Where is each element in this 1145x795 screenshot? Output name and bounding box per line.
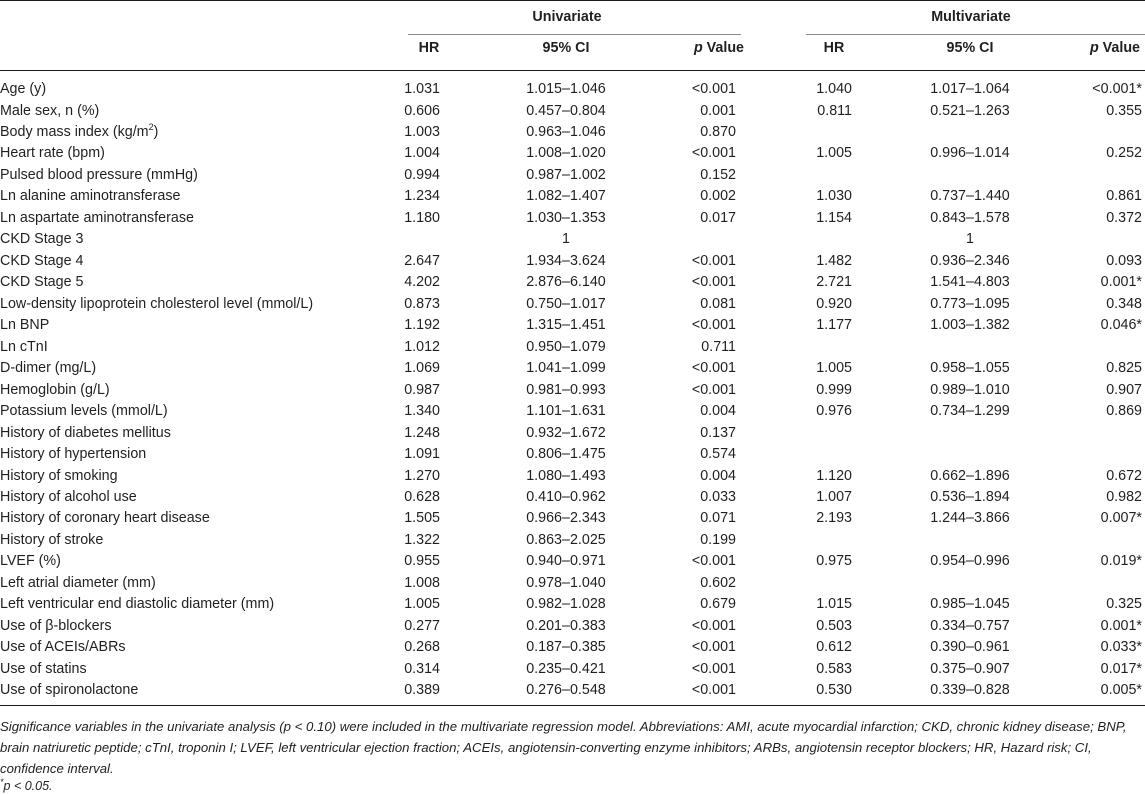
cell-multivariate-ci: 0.737–1.440 [930, 188, 1010, 205]
top-rule [0, 0, 1145, 1]
cell-univariate-hr: 1.270 [404, 467, 440, 484]
cell-multivariate-p: 0.355 [1106, 102, 1142, 119]
cell-multivariate-ci [895, 423, 1045, 444]
cell-multivariate-p [1040, 444, 1142, 465]
cell-multivariate-ci [895, 165, 1045, 186]
cell-univariate-hr: 1.180 [404, 209, 440, 226]
cell-univariate-hr: 1.091 [404, 446, 440, 462]
cell-univariate-hr [392, 229, 440, 250]
cell-univariate-hr: 0.606 [404, 102, 440, 119]
column-header-multivariate-hr: HR [823, 40, 845, 56]
significance-text: p < 0.05. [3, 779, 53, 793]
cell-univariate-hr: 1.248 [404, 424, 440, 441]
cell-univariate-ci: 0.187–0.385 [526, 639, 606, 656]
row-label-text: D-dimer (mg/L) [0, 360, 97, 377]
cell-multivariate-hr [804, 573, 852, 594]
cell-multivariate-hr [804, 530, 852, 551]
cell-univariate-ci: 0.966–2.343 [526, 510, 606, 527]
cell-univariate-p: 0.679 [700, 596, 736, 613]
group-underline-univariate [408, 34, 741, 35]
cell-univariate-ci: 0.276–0.548 [526, 682, 606, 699]
cell-univariate-ci: 1.082–1.407 [526, 188, 606, 205]
cell-multivariate-p: 0.005* [1100, 682, 1142, 699]
cell-univariate-p: 0.004 [700, 403, 736, 419]
row-label-text: LVEF (%) [0, 553, 61, 570]
cell-multivariate-p [1040, 337, 1142, 358]
cell-multivariate-p: 0.861 [1106, 188, 1142, 205]
cell-univariate-ci: 0.932–1.672 [526, 424, 606, 441]
cell-multivariate-p: 0.672 [1106, 467, 1142, 484]
cell-univariate-hr: 2.647 [404, 252, 440, 269]
row-label-text: Left ventricular end diastolic diameter (mm) [0, 596, 275, 613]
cell-multivariate-hr [804, 165, 852, 186]
row-label [0, 315, 49, 336]
cell-multivariate-hr: 0.503 [816, 617, 852, 634]
cell-multivariate-ci: 0.536–1.894 [930, 488, 1010, 505]
cell-univariate-hr: 1.505 [404, 510, 440, 527]
cell-univariate-ci: 1.015–1.046 [526, 81, 606, 97]
cell-univariate-p: 0.602 [700, 574, 736, 591]
row-label-text: CKD Stage 4 [0, 252, 84, 269]
cell-multivariate-p: 0.869 [1106, 403, 1142, 419]
cell-univariate-p: 0.002 [700, 188, 736, 205]
row-label [0, 508, 210, 529]
cell-multivariate-hr: 1.154 [816, 209, 852, 226]
cell-multivariate-hr: 0.811 [817, 102, 852, 119]
cell-univariate-hr: 1.004 [404, 145, 440, 162]
cell-univariate-p: <0.001 [691, 274, 736, 291]
cell-univariate-ci: 0.987–1.002 [526, 166, 606, 183]
cell-multivariate-p: 0.982 [1106, 488, 1142, 505]
cell-multivariate-p: 0.325 [1106, 596, 1142, 613]
cell-univariate-p: <0.001 [691, 639, 736, 656]
row-label [0, 229, 83, 250]
cell-multivariate-ci: 0.662–1.896 [930, 467, 1010, 484]
cell-multivariate-hr: 1.177 [816, 317, 852, 334]
cell-univariate-hr: 0.873 [404, 295, 440, 312]
row-label [0, 444, 146, 465]
cell-univariate-p: 0.870 [700, 123, 736, 140]
cell-univariate-p: <0.001 [691, 660, 736, 677]
row-label-text: Ln aspartate aminotransferase [0, 209, 194, 226]
row-label-superscript: 2 [148, 122, 154, 133]
cell-univariate-p: 0.711 [701, 338, 736, 355]
cell-multivariate-p [1040, 165, 1142, 186]
row-label-text: Ln BNP [0, 317, 50, 334]
cell-multivariate-ci [895, 444, 1045, 465]
cell-univariate-p: 0.199 [700, 531, 736, 548]
cell-univariate-ci: 0.982–1.028 [526, 596, 606, 613]
cell-multivariate-hr: 0.999 [816, 381, 852, 398]
cell-multivariate-hr: 1.007 [816, 488, 852, 505]
column-header-univariate-p: p Value [693, 40, 744, 56]
cell-multivariate-ci: 0.985–1.045 [930, 596, 1010, 613]
cell-univariate-hr: 1.340 [404, 403, 440, 419]
cell-univariate-hr: 1.003 [404, 123, 440, 140]
row-label-text: Male sex, n (%) [0, 102, 100, 119]
cell-univariate-ci: 0.863–2.025 [526, 531, 606, 548]
cell-univariate-p: 0.004 [700, 467, 736, 484]
cell-univariate-p: 0.001 [700, 102, 736, 119]
cell-multivariate-ci [895, 573, 1045, 594]
cell-univariate-hr: 0.994 [404, 166, 440, 183]
cell-multivariate-ci [895, 122, 1045, 143]
cell-multivariate-hr: 2.721 [816, 274, 852, 291]
row-label [0, 659, 87, 680]
row-label [0, 680, 138, 701]
cell-univariate-hr: 0.987 [404, 381, 440, 398]
significance-note [0, 778, 1140, 795]
column-header-multivariate-p: p Value [1089, 40, 1140, 56]
cell-multivariate-ci: 0.989–1.010 [930, 381, 1010, 398]
row-label-text: Use of β-blockers [0, 617, 112, 634]
row-label-text: CKD Stage 5 [0, 274, 84, 291]
cell-multivariate-hr: 0.583 [816, 660, 852, 677]
cell-univariate-ci: 0.806–1.475 [526, 446, 606, 462]
row-label [0, 294, 313, 315]
cell-multivariate-ci: 0.773–1.095 [930, 295, 1010, 312]
row-label [0, 380, 110, 401]
row-label-text: Use of ACEIs/ABRs [0, 639, 126, 656]
cell-univariate-p: <0.001 [691, 81, 736, 97]
cell-univariate-hr: 1.234 [404, 188, 440, 205]
header-rule [0, 70, 1145, 71]
group-header-multivariate: Multivariate [931, 9, 1011, 25]
cell-univariate-hr: 0.628 [404, 488, 440, 505]
cell-univariate-p: <0.001 [691, 617, 736, 634]
cell-univariate-ci: 0.750–1.017 [526, 295, 606, 312]
cell-multivariate-hr: 0.975 [816, 553, 852, 570]
row-label-text: Hemoglobin (g/L) [0, 381, 110, 398]
cell-univariate-hr: 1.192 [404, 317, 440, 334]
cell-multivariate-ci [895, 530, 1045, 551]
cell-univariate-p: <0.001 [691, 145, 736, 162]
cell-univariate-hr: 1.031 [404, 81, 440, 97]
cell-multivariate-ci: 1 [966, 231, 974, 248]
cell-univariate-hr: 0.277 [404, 617, 440, 634]
cell-multivariate-hr: 0.920 [816, 295, 852, 312]
row-label [0, 165, 198, 186]
cell-multivariate-ci: 0.996–1.014 [930, 145, 1010, 162]
cell-univariate-p: 0.071 [700, 510, 736, 527]
row-label [0, 272, 83, 293]
row-label-text: CKD Stage 3 [0, 231, 84, 248]
cell-multivariate-hr [804, 337, 852, 358]
group-underline-multivariate [806, 34, 1145, 35]
row-label [0, 551, 61, 572]
cell-multivariate-ci: 0.521–1.263 [930, 102, 1010, 119]
cell-multivariate-hr: 0.612 [816, 639, 852, 656]
cell-multivariate-ci: 0.339–0.828 [930, 682, 1010, 699]
cell-univariate-p: 0.033 [700, 488, 736, 505]
cell-univariate-hr: 4.202 [404, 274, 440, 291]
cell-multivariate-p: 0.046* [1100, 317, 1142, 334]
row-label-text: Use of statins [0, 660, 87, 677]
row-label [0, 573, 156, 594]
cell-multivariate-p [1040, 573, 1142, 594]
row-label-text: Age (y) [0, 81, 47, 97]
cell-multivariate-p: 0.019* [1100, 553, 1142, 570]
cell-multivariate-p: <0.001* [1092, 81, 1142, 97]
row-label-text: History of stroke [0, 531, 104, 548]
cell-univariate-ci: 0.410–0.962 [526, 488, 606, 505]
cell-multivariate-p [1040, 122, 1142, 143]
cell-univariate-ci: 1 [562, 231, 570, 248]
row-label-text: Pulsed blood pressure (mmHg) [0, 166, 198, 183]
cell-univariate-ci: 1.934–3.624 [526, 252, 606, 269]
row-label [0, 466, 118, 487]
cell-multivariate-hr: 1.120 [816, 467, 852, 484]
row-label [0, 143, 105, 164]
cell-univariate-hr: 0.389 [404, 682, 440, 699]
cell-multivariate-p [1040, 423, 1142, 444]
cell-univariate-p: 0.017 [700, 209, 736, 226]
row-label-text: Heart rate (bpm) [0, 145, 105, 162]
row-label [0, 594, 274, 615]
row-label [0, 401, 168, 422]
row-label [0, 251, 83, 272]
cell-univariate-p: <0.001 [691, 553, 736, 570]
row-label-text: Ln cTnI [0, 338, 48, 355]
cell-multivariate-p: 0.007* [1100, 510, 1142, 527]
row-label-text: Ln alanine aminotransferase [0, 188, 181, 205]
cell-multivariate-ci [895, 337, 1045, 358]
row-label-text: History of coronary heart disease [0, 510, 210, 527]
row-label [0, 79, 46, 100]
cell-univariate-hr: 0.314 [404, 660, 440, 677]
cell-multivariate-p [1040, 530, 1142, 551]
cell-univariate-ci: 1.041–1.099 [526, 360, 606, 377]
cell-univariate-ci: 0.235–0.421 [526, 660, 606, 677]
row-label-text: History of diabetes mellitus [0, 424, 171, 441]
cell-multivariate-p: 0.372 [1106, 209, 1142, 226]
cell-univariate-p: <0.001 [691, 252, 736, 269]
cell-multivariate-p: 0.907 [1106, 381, 1142, 398]
cell-multivariate-hr: 1.030 [816, 188, 852, 205]
row-label-text: History of smoking [0, 467, 118, 484]
cell-multivariate-ci: 0.375–0.907 [930, 660, 1010, 677]
cell-multivariate-ci: 1.541–4.803 [930, 274, 1010, 291]
row-label [0, 530, 103, 551]
column-header-multivariate-ci: 95% CI [946, 40, 994, 56]
cell-univariate-p: <0.001 [691, 317, 736, 334]
column-header-univariate-ci: 95% CI [542, 40, 590, 56]
cell-univariate-ci: 1.030–1.353 [526, 209, 606, 226]
row-label-text: History of alcohol use [0, 488, 137, 505]
row-label [0, 337, 48, 358]
row-label-text: Body mass index (kg/m [0, 123, 149, 140]
cell-multivariate-hr: 1.005 [816, 145, 852, 162]
cell-multivariate-ci: 0.334–0.757 [930, 617, 1010, 634]
cell-univariate-p: 0.574 [700, 446, 736, 462]
cell-multivariate-ci: 0.390–0.961 [930, 639, 1010, 656]
row-label-end: ) [153, 123, 159, 140]
row-label [0, 637, 126, 658]
cell-multivariate-ci: 1.003–1.382 [930, 317, 1010, 334]
cell-univariate-hr: 1.012 [404, 338, 440, 355]
footnote-text: Significance variables in the univariate analysis (p < 0.10) were included in the multivariate regression model. Abbreviations: AMI, acute myocardial infarction; CKD, chronic kidney disease; BNP, brain natriuretic peptide; cTnI, troponin I; LVEF, left ventricular ejection fraction; ACEIs, angiotensin-converting enzyme inhibitors; ARBs, angiotensin receptor blockers; HR, Hazard risk; CI, confidence interval. [0, 719, 1127, 776]
cell-univariate-ci: 0.981–0.993 [526, 381, 606, 398]
cell-univariate-p: 0.081 [700, 295, 736, 312]
cell-univariate-hr: 1.005 [404, 596, 440, 613]
cell-multivariate-ci: 0.958–1.055 [930, 360, 1010, 377]
cell-univariate-p: <0.001 [691, 682, 736, 699]
cell-multivariate-hr: 1.482 [816, 252, 852, 269]
row-label [0, 423, 171, 444]
row-label-text: Use of spironolactone [0, 682, 139, 699]
cell-univariate-ci: 2.876–6.140 [526, 274, 606, 291]
cell-multivariate-hr [804, 122, 852, 143]
cell-multivariate-hr [804, 423, 852, 444]
row-label-text: History of hypertension [0, 446, 147, 462]
cell-multivariate-hr: 1.040 [816, 81, 852, 97]
cell-univariate-hr: 0.955 [404, 553, 440, 570]
cell-univariate-ci: 1.101–1.631 [526, 403, 606, 419]
cell-univariate-ci: 0.457–0.804 [526, 102, 606, 119]
cell-multivariate-p [1040, 229, 1142, 250]
cell-univariate-ci: 1.008–1.020 [526, 145, 606, 162]
column-header-univariate-hr: HR [418, 40, 440, 56]
cell-multivariate-p: 0.001* [1100, 617, 1142, 634]
cell-univariate-p: <0.001 [691, 381, 736, 398]
cell-univariate-hr: 1.008 [404, 574, 440, 591]
cell-multivariate-p: 0.825 [1106, 360, 1142, 377]
cell-univariate-p: 0.152 [700, 166, 736, 183]
cell-univariate-ci: 1.315–1.451 [526, 317, 606, 334]
cell-univariate-p: <0.001 [691, 360, 736, 377]
cell-univariate-hr: 1.069 [404, 360, 440, 377]
table-footnote [0, 716, 1140, 779]
cell-multivariate-hr: 0.530 [816, 682, 852, 699]
row-label [0, 616, 112, 637]
cell-univariate-ci: 0.963–1.046 [526, 123, 606, 140]
row-label [0, 487, 137, 508]
cell-multivariate-ci: 0.936–2.346 [930, 252, 1010, 269]
cell-univariate-p: 0.137 [700, 424, 736, 441]
cell-univariate-hr: 0.268 [404, 639, 440, 656]
cell-univariate-ci: 0.201–0.383 [526, 617, 606, 634]
row-label [0, 208, 194, 229]
cell-univariate-ci: 0.950–1.079 [526, 338, 606, 355]
cell-multivariate-p: 0.017* [1100, 660, 1142, 677]
significance-mark: * [0, 776, 4, 787]
cell-univariate-ci: 1.080–1.493 [526, 467, 606, 484]
row-label-text: Left atrial diameter (mm) [0, 574, 156, 591]
cell-multivariate-ci: 0.954–0.996 [930, 553, 1010, 570]
row-label [0, 358, 96, 379]
cell-multivariate-p: 0.093 [1106, 252, 1142, 269]
cell-multivariate-hr [804, 444, 852, 465]
row-label [0, 101, 99, 122]
cell-multivariate-p: 0.001* [1100, 274, 1142, 291]
cell-multivariate-ci: 1.017–1.064 [930, 81, 1010, 97]
row-label [0, 186, 180, 207]
cell-multivariate-hr: 2.193 [816, 510, 852, 527]
cell-univariate-p [660, 229, 736, 250]
group-header-univariate: Univariate [532, 9, 602, 25]
cell-multivariate-p: 0.348 [1106, 295, 1142, 312]
cell-multivariate-hr: 1.015 [816, 596, 852, 613]
cell-univariate-ci: 0.940–0.971 [526, 553, 606, 570]
cell-multivariate-p: 0.252 [1106, 145, 1142, 162]
row-label-text: Potassium levels (mmol/L) [0, 403, 168, 419]
cell-multivariate-hr: 1.005 [816, 360, 852, 377]
row-label-text: Low-density lipoprotein cholesterol level (mmol/L) [0, 295, 314, 312]
cell-univariate-ci: 0.978–1.040 [526, 574, 606, 591]
cell-multivariate-hr [804, 229, 852, 250]
row-label [0, 122, 158, 143]
cell-multivariate-ci: 0.843–1.578 [930, 209, 1010, 226]
cell-multivariate-p: 0.033* [1100, 639, 1142, 656]
cell-multivariate-ci: 0.734–1.299 [930, 403, 1010, 419]
cell-multivariate-hr: 0.976 [816, 403, 852, 419]
cell-multivariate-ci: 1.244–3.866 [930, 510, 1010, 527]
bottom-rule [0, 705, 1145, 706]
cell-univariate-hr: 1.322 [404, 531, 440, 548]
